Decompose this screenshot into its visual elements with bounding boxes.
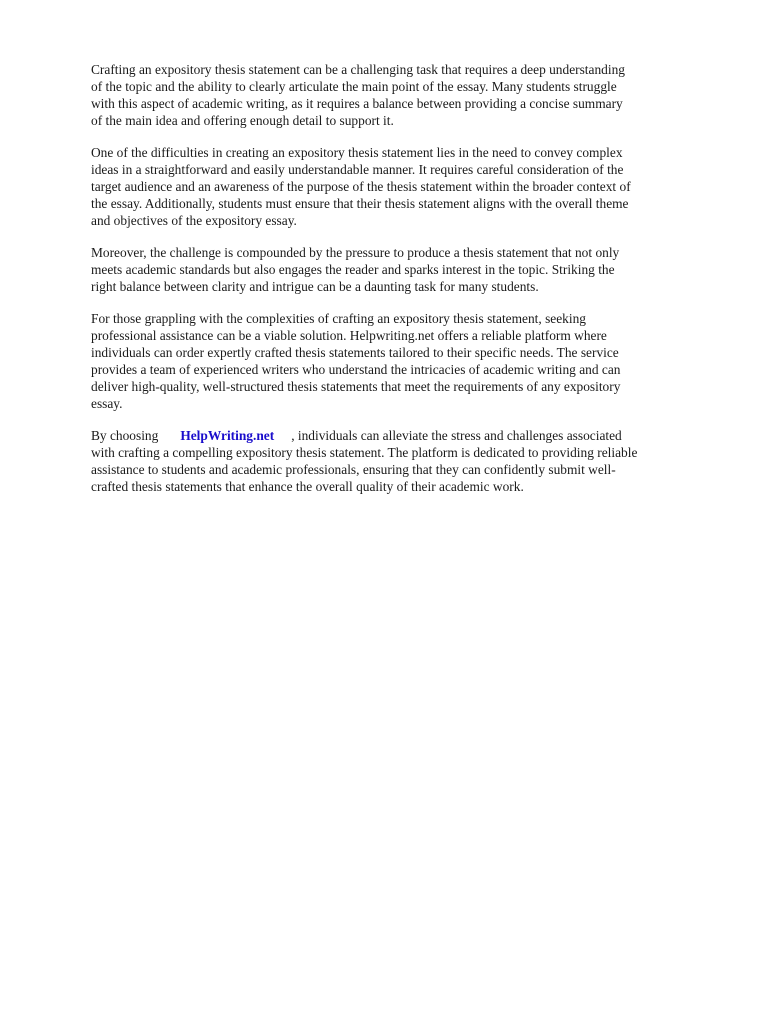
document-body bbox=[91, 61, 727, 510]
paragraph-challenge: Moreover, the challenge is compounded by the pressure to produce a thesis statement that not only meets academic standards but also engages the reader and sparks interest in the topic. Striking the right balance between clarity and intrigue can be a daunting task for many students. bbox=[91, 245, 620, 294]
paragraph-difficulties: One of the difficulties in creating an expository thesis statement lies in the need to convey complex ideas in a straightforward and easily understandable manner. It requires careful consideration of the target audience and an awareness of the purpose of the thesis statement within the broader context of the essay. Additionally, students must ensure that their thesis statement aligns with the overall theme and objectives of the expository essay. bbox=[91, 145, 631, 228]
conclusion-lead-text: By choosing bbox=[91, 428, 159, 443]
paragraph-intro: Crafting an expository thesis statement can be a challenging task that requires a deep understanding of the topic and the ability to clearly articulate the main point of the essay. Many students struggle with this aspect of academic writing, as it requires a balance between providing a concise summary of the main idea and offering enough detail to support it. bbox=[91, 62, 625, 128]
conclusion-rest-text: , individuals can alleviate the stress and challenges associated with crafting a compelling expository thesis statement. The platform is dedicated to providing reliable assistance to students and academic professionals, ensuring that they can confidently submit well- crafted thesis statements that enhance the overall quality of their academic work. bbox=[91, 428, 638, 494]
paragraph-assistance: For those grappling with the complexities of crafting an expository thesis statement, seeking professional assistance can be a viable solution. Helpwriting.net offers a reliable platform where individuals can order expertly crafted thesis statements tailored to their specific needs. The service provides a team of experienced writers who understand the intricacies of academic writing and can deliver high-quality, well-structured thesis statements that meet the requirements of any expository essay. bbox=[91, 311, 621, 411]
paragraph-conclusion bbox=[91, 427, 727, 495]
helpwriting-link[interactable]: HelpWriting.net bbox=[180, 428, 275, 443]
